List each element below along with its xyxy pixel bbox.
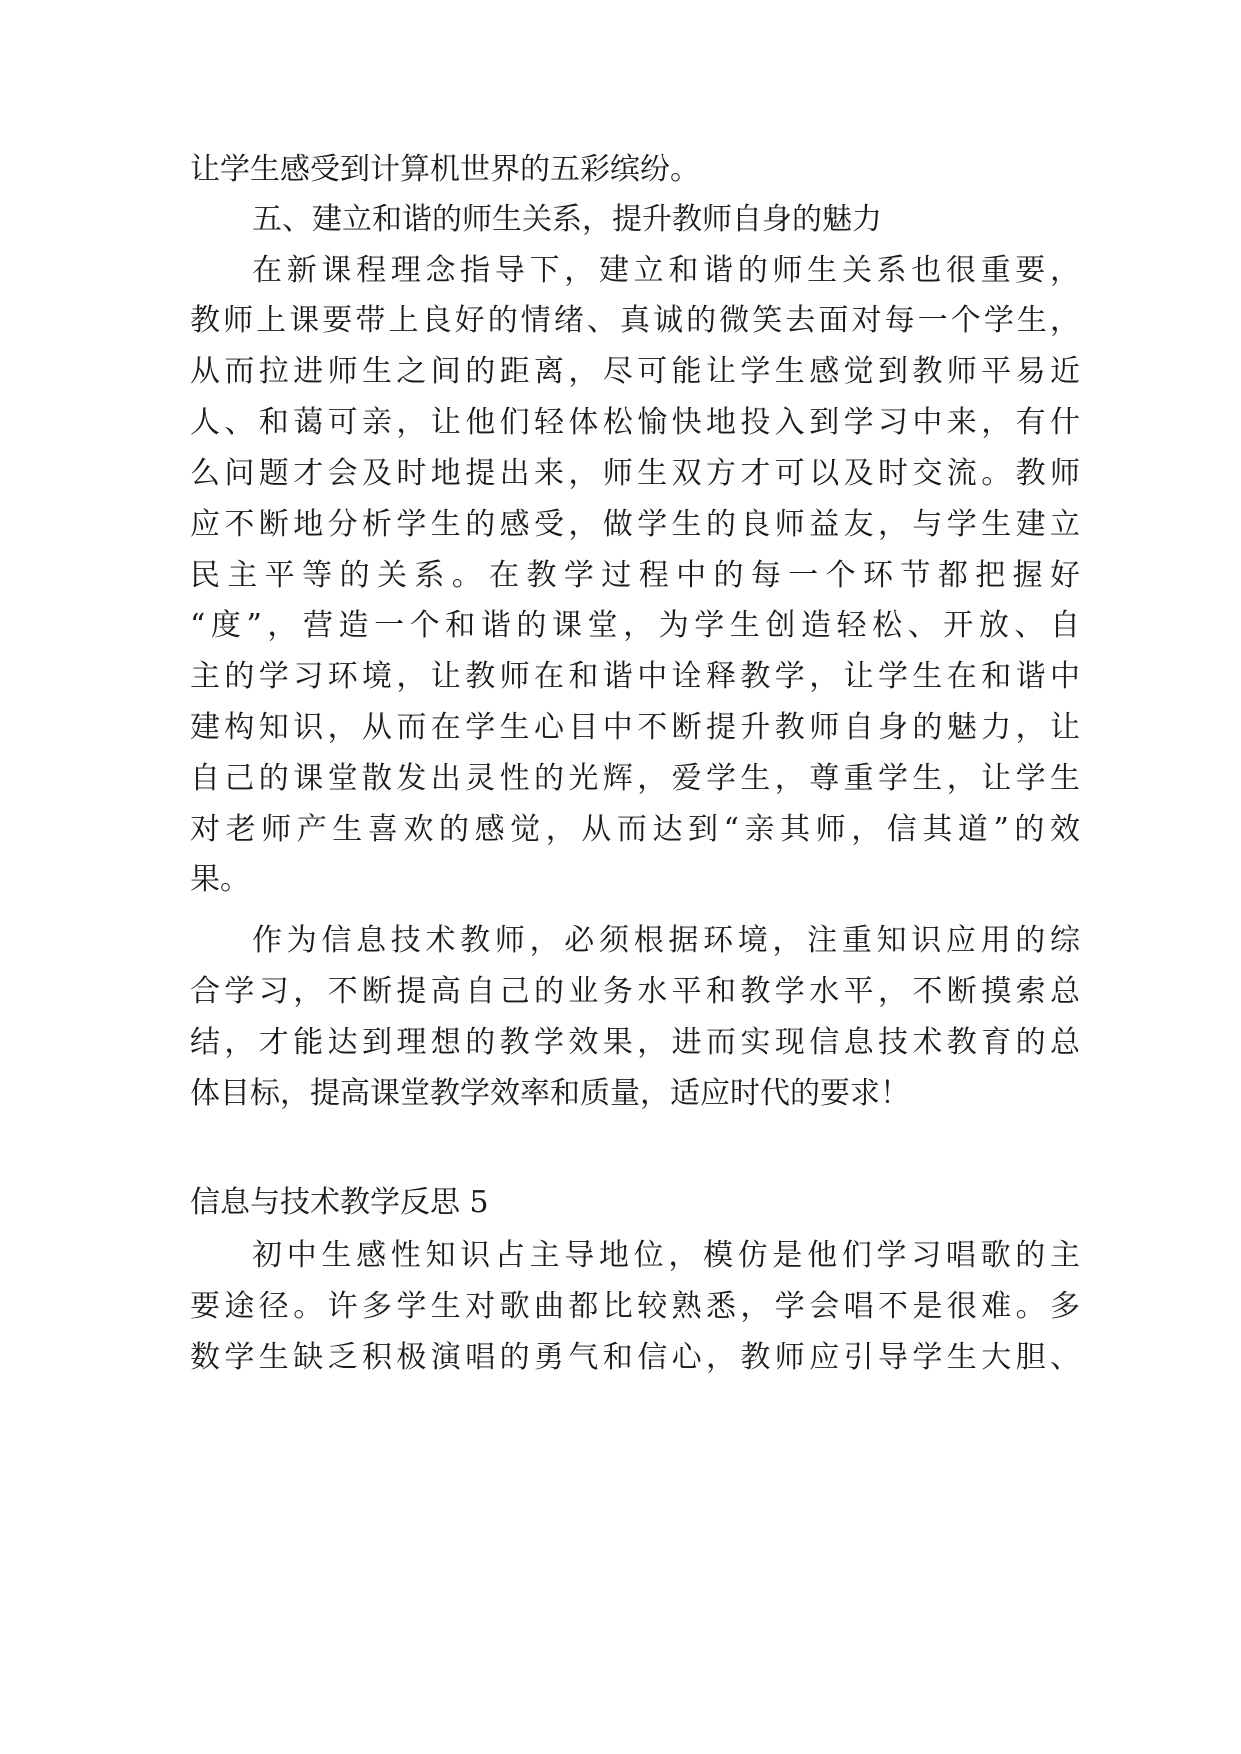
paragraph-line: 要途径。许多学生对歌曲都比较熟悉，学会唱不是很难。多 (190, 1289, 1080, 1324)
paragraph-line: “度”，营造一个和谐的课堂，为学生创造轻松、开放、自 (190, 608, 1080, 643)
paragraph-line: 对老师产生喜欢的感觉，从而达到“亲其师，信其道”的效 (190, 812, 1080, 847)
paragraph-line: 结，才能达到理想的教学效果，进而实现信息技术教育的总 (190, 1025, 1080, 1060)
paragraph-line: 果。 (190, 862, 250, 897)
paragraph-line: 应不断地分析学生的感受，做学生的良师益友，与学生建立 (190, 507, 1080, 542)
paragraph-line: 么问题才会及时地提出来，师生双方才可以及时交流。教师 (190, 456, 1080, 491)
paragraph-line: 作为信息技术教师，必须根据环境，注重知识应用的综 (252, 923, 1080, 958)
paragraph-line: 民主平等的关系。在教学过程中的每一个环节都把握好 (190, 558, 1080, 593)
paragraph-line: 让学生感受到计算机世界的五彩缤纷。 (190, 152, 700, 187)
paragraph-line: 在新课程理念指导下，建立和谐的师生关系也很重要， (252, 253, 1080, 288)
paragraph-line: 自己的课堂散发出灵性的光辉，爱学生，尊重学生，让学生 (190, 761, 1080, 796)
paragraph-line: 建构知识，从而在学生心目中不断提升教师自身的魅力，让 (190, 710, 1080, 745)
section-title: 信息与技术教学反思 5 (190, 1185, 489, 1220)
paragraph-line: 体目标，提高课堂教学效率和质量，适应时代的要求！ (190, 1076, 910, 1111)
paragraph-line: 从而拉进师生之间的距离，尽可能让学生感觉到教师平易近 (190, 354, 1080, 389)
paragraph-line: 人、和蔼可亲，让他们轻体松愉快地投入到学习中来，有什 (190, 405, 1080, 440)
section-heading: 五、建立和谐的师生关系，提升教师自身的魅力 (252, 202, 882, 237)
paragraph-line: 教师上课要带上良好的情绪、真诚的微笑去面对每一个学生， (190, 303, 1080, 338)
paragraph-line: 初中生感性知识占主导地位，模仿是他们学习唱歌的主 (252, 1238, 1080, 1273)
paragraph-line: 主的学习环境，让教师在和谐中诠释教学，让学生在和谐中 (190, 659, 1080, 694)
paragraph-line: 数学生缺乏积极演唱的勇气和信心，教师应引导学生大胆、 (190, 1340, 1080, 1375)
paragraph-line: 合学习，不断提高自己的业务水平和教学水平，不断摸索总 (190, 974, 1080, 1009)
